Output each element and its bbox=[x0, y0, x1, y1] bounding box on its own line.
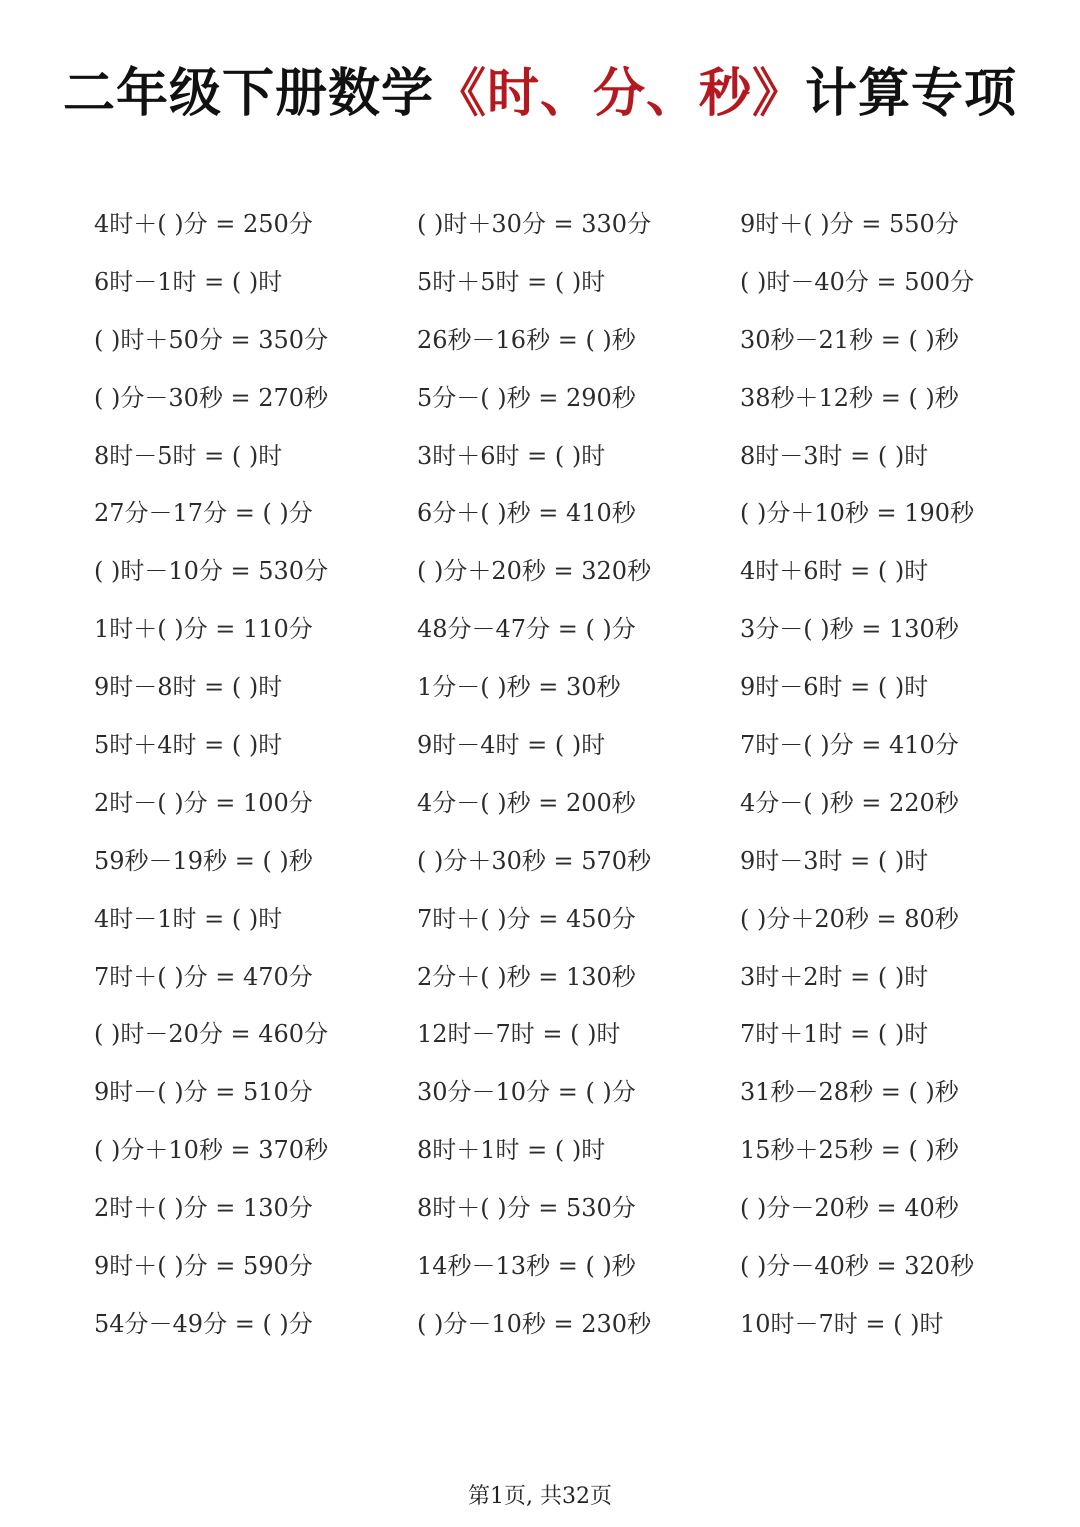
problem-item: 30秒－21秒 = ( )秒 bbox=[740, 325, 959, 354]
problem-item: 5分－( )秒 = 290秒 bbox=[417, 383, 636, 412]
problem-item: ( )分－20秒 = 40秒 bbox=[740, 1194, 959, 1223]
problem-item: 1时＋( )分 = 110分 bbox=[94, 615, 313, 644]
problem-item: ( )时＋30分 = 330分 bbox=[417, 210, 652, 238]
problem-item: 3时＋2时 = ( )时 bbox=[740, 962, 929, 991]
problem-item: ( )时－40分 = 500分 bbox=[740, 267, 975, 296]
problem-item: 31秒－28秒 = ( )秒 bbox=[740, 1078, 959, 1107]
problem-item: 4分－( )秒 = 220秒 bbox=[740, 788, 959, 817]
problem-item: ( )时－10分 = 530分 bbox=[94, 557, 329, 586]
problem-item: 3时＋6时 = ( )时 bbox=[417, 441, 606, 470]
problem-grid bbox=[94, 196, 1044, 1354]
problem-item: 7时－( )分 = 410分 bbox=[740, 731, 959, 760]
problem-item: ( )分－10秒 = 230秒 bbox=[417, 1309, 652, 1338]
problem-item: ( )分－40秒 = 320秒 bbox=[740, 1252, 975, 1281]
problem-item: 4分－( )秒 = 200秒 bbox=[417, 788, 636, 817]
problem-item: 9时＋( )分 = 550分 bbox=[740, 210, 959, 238]
problem-item: ( )分＋10秒 = 370秒 bbox=[94, 1136, 329, 1165]
problem-item: 4时－1时 = ( )时 bbox=[94, 904, 283, 933]
problem-item: 2分＋( )秒 = 130秒 bbox=[417, 962, 636, 991]
problem-item: ( )分＋10秒 = 190秒 bbox=[740, 499, 975, 528]
problem-item: 9时－6时 = ( )时 bbox=[740, 673, 929, 702]
problem-item: 1分－( )秒 = 30秒 bbox=[417, 673, 621, 702]
problem-item: ( )时－20分 = 460分 bbox=[94, 1020, 329, 1049]
problem-item: 6分＋( )秒 = 410秒 bbox=[417, 499, 636, 528]
problem-item: 2时＋( )分 = 130分 bbox=[94, 1194, 313, 1223]
problem-item: 30分－10分 = ( )分 bbox=[417, 1078, 636, 1107]
problem-item: 15秒＋25秒 = ( )秒 bbox=[740, 1136, 959, 1165]
problem-item: ( )分－30秒 = 270秒 bbox=[94, 383, 329, 412]
page-footer: 第1页, 共32页 bbox=[468, 1484, 612, 1509]
problem-item: 48分－47分 = ( )分 bbox=[417, 615, 636, 644]
problem-item: ( )分＋30秒 = 570秒 bbox=[417, 846, 652, 875]
problem-item: 9时＋( )分 = 590分 bbox=[94, 1252, 313, 1281]
problem-item: ( )时＋50分 = 350分 bbox=[94, 325, 329, 354]
problem-item: 3分－( )秒 = 130秒 bbox=[740, 615, 959, 644]
title-suffix: 计算专项 bbox=[805, 64, 1018, 124]
problem-item: 7时＋( )分 = 470分 bbox=[94, 962, 313, 991]
problem-item: 9时－8时 = ( )时 bbox=[94, 673, 283, 702]
problem-item: 8时＋1时 = ( )时 bbox=[417, 1136, 606, 1165]
problem-item: 59秒－19秒 = ( )秒 bbox=[94, 846, 313, 875]
problem-item: 54分－49分 = ( )分 bbox=[94, 1309, 313, 1338]
problem-item: 8时－3时 = ( )时 bbox=[740, 441, 929, 470]
problem-item: 2时－( )分 = 100分 bbox=[94, 788, 313, 817]
title-prefix: 二年级下册数学 bbox=[62, 64, 434, 124]
problem-item: 27分－17分 = ( )分 bbox=[94, 499, 313, 528]
problem-item: 7时＋1时 = ( )时 bbox=[740, 1020, 929, 1049]
page-title bbox=[0, 58, 1080, 130]
problem-item: 12时－7时 = ( )时 bbox=[417, 1020, 621, 1049]
problem-item: 5时＋4时 = ( )时 bbox=[94, 731, 283, 760]
problem-item: ( )分＋20秒 = 320秒 bbox=[417, 557, 652, 586]
problem-item: 38秒＋12秒 = ( )秒 bbox=[740, 383, 959, 412]
problem-item: 10时－7时 = ( )时 bbox=[740, 1309, 944, 1338]
problem-item: 26秒－16秒 = ( )秒 bbox=[417, 325, 636, 354]
problem-item: 6时－1时 = ( )时 bbox=[94, 267, 283, 296]
problem-item: 9时－4时 = ( )时 bbox=[417, 731, 606, 760]
problem-item: 4时＋( )分 = 250分 bbox=[94, 210, 313, 238]
problem-item: 4时＋6时 = ( )时 bbox=[740, 557, 929, 586]
problem-item: 8时－5时 = ( )时 bbox=[94, 441, 283, 470]
problem-item: 5时＋5时 = ( )时 bbox=[417, 267, 606, 296]
problem-item: 14秒－13秒 = ( )秒 bbox=[417, 1252, 636, 1281]
problem-item: ( )分＋20秒 = 80秒 bbox=[740, 904, 959, 933]
problem-item: 7时＋( )分 = 450分 bbox=[417, 904, 636, 933]
title-highlight: 《时、分、秒》 bbox=[433, 64, 805, 124]
problem-item: 9时－( )分 = 510分 bbox=[94, 1078, 313, 1107]
problem-item: 9时－3时 = ( )时 bbox=[740, 846, 929, 875]
problem-item: 8时＋( )分 = 530分 bbox=[417, 1194, 636, 1223]
